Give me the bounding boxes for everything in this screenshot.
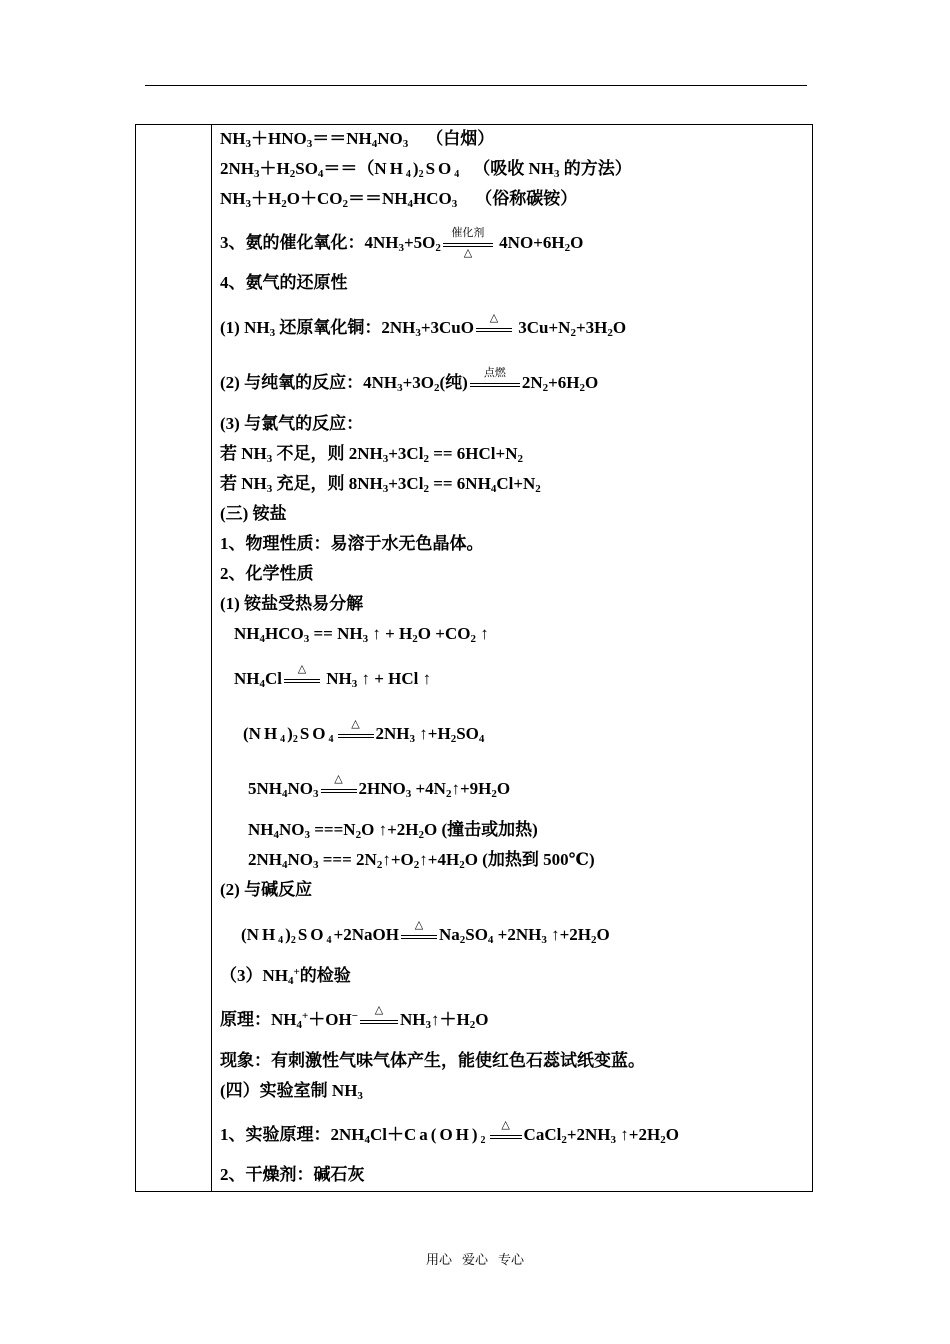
section-ammonium-salts: (三) 铵盐 (220, 504, 287, 523)
condition-heat: △ (338, 722, 374, 748)
test-phenomenon: 现象：有刺激性气味气体产生，能使红色石蕊试纸变蓝。 (220, 1051, 645, 1070)
condition-heat: △ (401, 923, 437, 949)
eq-nh3-h2so4: $2NH_3+H_2SO_4==(NH4$ )2 SO4 （吸收 $NH_3$ 的方法） (220, 159, 632, 180)
test-principle: 原理：$NH_4^++OH^-$ △ $NH_3↑+H_2O$ (220, 1008, 488, 1034)
section-lab-preparation: (四）实验室制 $NH_3$ (220, 1081, 363, 1102)
eq-nh3-co2: $NH_3+H_2O+CO_2==NH_4HCO_3$ （俗称碳铵） (220, 189, 578, 210)
eq-nh4no3-impact: $NH_4NO_3 ===N_2O$ $↑+2H_2O$ (撞击或加热) (248, 820, 538, 841)
condition-heat: △ (360, 1008, 398, 1034)
column-divider (211, 125, 212, 1191)
desiccant: 2、干燥剂：碱石灰 (220, 1165, 365, 1184)
footer-word: 爱心 (461, 1253, 488, 1268)
content-table (135, 124, 813, 1192)
eq-nh4hco3: $NH_4HCO_3 == NH_3$ ↑ + $H_2O +CO_2$ ↑ (234, 624, 489, 645)
eq-nh3-cuo: (1) $NH_3$ 还原氧化铜：$2NH_3+3CuO$ △ $3Cu+N_2+3H_2O$ (220, 316, 626, 342)
eq-nh4-2so4-naoh: (NH4 )2 SO4 +2NaOH △ $Na_2SO_4 +2NH_3$ $↑+2H_2O$ (241, 923, 610, 951)
eq-nh4cl: $NH_4Cl$ △ $NH_3$ ↑ + HCl ↑ (234, 667, 431, 693)
page-footer (0, 1249, 950, 1268)
eq-nh3-pure-o2: (2) 与纯氧的反应：$4NH_3+3O_2$(纯) 点燃 $2N_2+6H_2O$ (220, 371, 598, 397)
condition-catalyst-heat: 催化剂 △ (443, 231, 493, 257)
condition-heat: △ (490, 1123, 522, 1149)
section-base-reaction: (2) 与碱反应 (220, 880, 313, 899)
chemical-properties: 2、化学性质 (220, 564, 314, 583)
eq-nh3-hno3: $NH_3+HNO_3==NH_4NO_3$ （白烟） (220, 129, 495, 150)
footer-word: 专心 (498, 1253, 525, 1268)
lab-principle: 1、实验原理：$2NH_4Cl+Ca(OH)2$ △ $CaCl_2+2NH_3$ $↑+2H_2O$ (220, 1123, 679, 1151)
condition-heat: △ (476, 316, 512, 342)
condition-heat: △ (321, 777, 357, 803)
condition-heat: △ (284, 667, 320, 693)
section-nh4-test: $(3)NH_4^+$的检验 (220, 966, 351, 987)
footer-word: 用心 (425, 1253, 452, 1268)
catalytic-oxidation: 3、氨的催化氧化：$4NH_3+5O_2$ 催化剂 △ $4NO+6H_2O$ (220, 227, 584, 259)
header-rule (145, 85, 807, 86)
eq-nh3-sufficient: 若 $NH_3$ 充足，则 $8NH_3+3Cl_2 == 6NH_4Cl+N_2$ (220, 474, 541, 495)
eq-nh3-insufficient: 若 $NH_3$ 不足，则 $2NH_3+3Cl_2 == 6HCl+N_2$ (220, 444, 523, 465)
eq-nh4-2so4: (NH4 )2 SO4 △ $2NH_3$ $↑+H_2SO_4$ (243, 722, 484, 750)
thermal-decomposition: (1) 铵盐受热易分解 (220, 594, 364, 613)
eq-nh4no3-500c: $2NH_4NO_3$ === $2N_2↑+O_2↑+4H_2O$ (加热到 500℃) (248, 850, 595, 871)
physical-properties: 1、物理性质：易溶于水无色晶体。 (220, 534, 484, 553)
condition-ignite: 点燃 (470, 371, 520, 397)
section-reducibility: 4、氨气的还原性 (220, 273, 348, 292)
eq-5nh4no3: $5NH_4NO_3$ △ $2HNO_3$ $+4N_2↑+9H_2O$ (248, 777, 510, 803)
section-chlorine: (3) 与氯气的反应： (220, 414, 364, 433)
